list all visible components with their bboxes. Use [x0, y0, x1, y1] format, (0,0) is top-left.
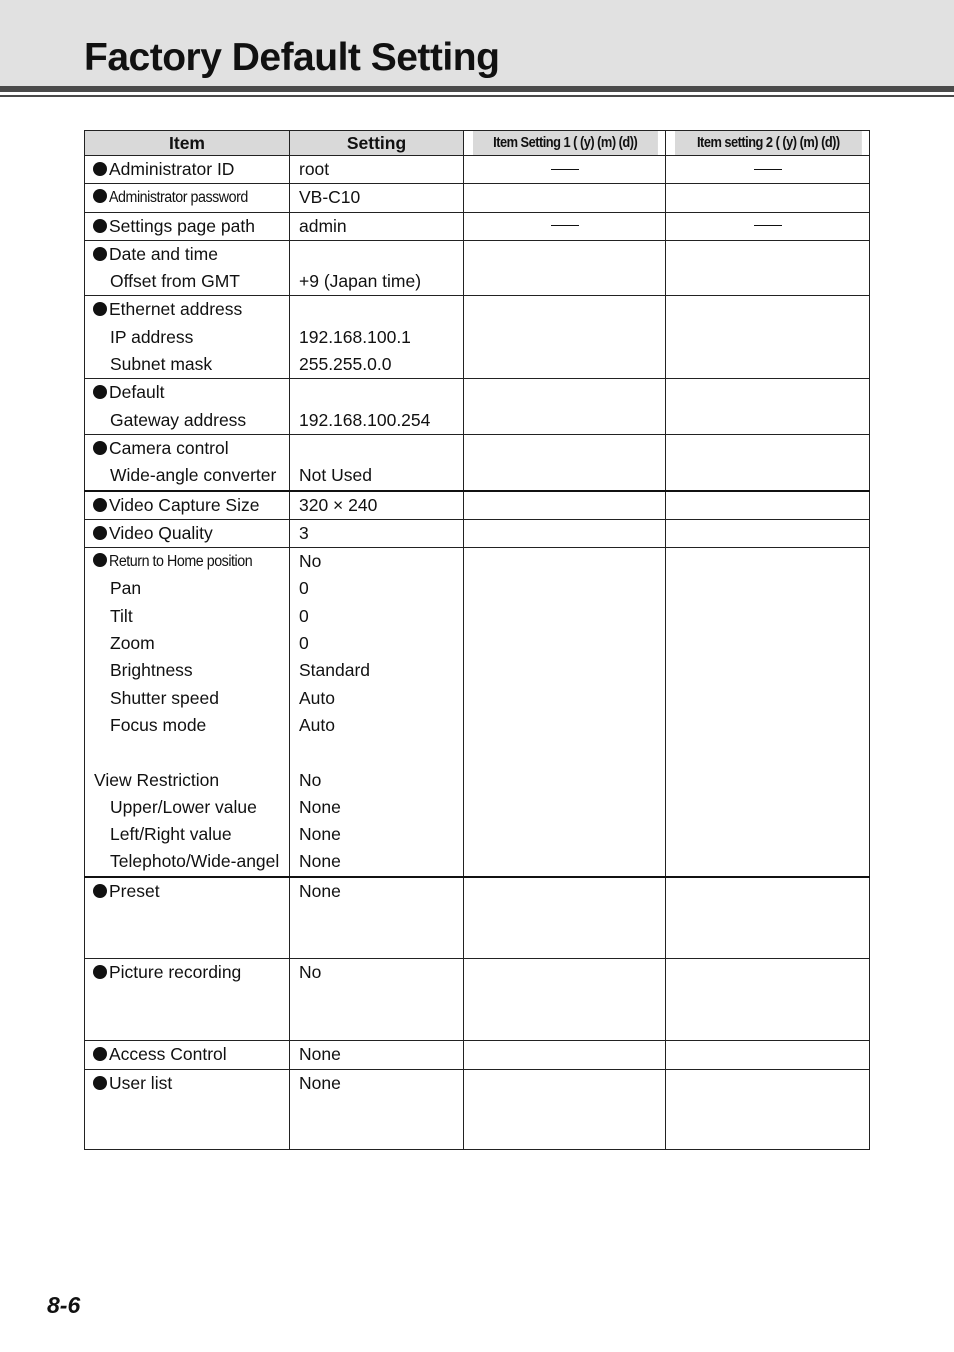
user-setting-1-cell: [464, 1069, 666, 1149]
item-line: [85, 575, 289, 602]
user-setting-2-cell: [666, 156, 870, 184]
user-setting-2-cell: [666, 491, 870, 520]
item-label: Gateway address: [110, 409, 247, 430]
item-label: Date and time: [109, 243, 218, 264]
user-setting-1-cell: [464, 434, 666, 490]
bullet-icon: [93, 302, 107, 316]
user-setting-2-cell: [666, 519, 870, 547]
item-line: [85, 959, 289, 986]
user-setting-1-cell: [464, 1041, 666, 1069]
item-label: Access Control: [109, 1044, 227, 1065]
user-setting-1-cell: [464, 519, 666, 547]
item-label: User list: [109, 1072, 173, 1093]
item-label: Pan: [110, 578, 142, 599]
setting-value: Not Used: [299, 465, 372, 486]
setting-value: [290, 296, 463, 323]
setting-value: +9 (Japan time): [299, 271, 422, 292]
user-setting-1-cell: [464, 156, 666, 184]
user-setting-2-cell: [666, 1041, 870, 1069]
item-label: IP address: [110, 326, 194, 347]
table-row: [85, 379, 870, 435]
item-label: Tilt: [110, 605, 133, 626]
setting-value: 0: [299, 605, 309, 626]
setting-cell: [290, 434, 464, 490]
user-setting-2-cell: [666, 212, 870, 240]
item-line: [85, 878, 289, 905]
setting-cell: [290, 240, 464, 296]
item-line: [85, 685, 289, 712]
item-cell: [85, 959, 290, 1041]
table-row: [85, 1041, 870, 1069]
setting-value: 3: [299, 522, 309, 543]
item-line: [85, 462, 289, 489]
table-row: [85, 1069, 870, 1149]
item-line: [85, 492, 289, 519]
factory-default-table: [84, 130, 870, 1150]
table-row: [85, 296, 870, 379]
setting-value: No: [299, 551, 322, 572]
user-setting-1-cell: [464, 212, 666, 240]
setting-value: None: [299, 851, 341, 872]
setting-value: None: [299, 1072, 341, 1093]
header-rule-thick: [0, 86, 954, 92]
item-label: Left/Right value: [110, 824, 232, 845]
item-line: [85, 794, 289, 821]
table-row: [85, 519, 870, 547]
item-label: Video Quality: [109, 522, 213, 543]
item-cell: [85, 877, 290, 959]
user-setting-1-cell: [464, 184, 666, 212]
header-rule-thin: [0, 95, 954, 97]
table-row: [85, 184, 870, 212]
dash-icon: [754, 169, 782, 170]
setting-cell: [290, 296, 464, 379]
header-setting: Setting: [290, 131, 464, 156]
table-row: [85, 156, 870, 184]
item-label: Offset from GMT: [110, 271, 240, 292]
user-setting-2-cell: [666, 240, 870, 296]
setting-value: [290, 241, 463, 268]
user-setting-1-cell: [464, 296, 666, 379]
setting-cell: [290, 548, 464, 877]
setting-value: [290, 379, 463, 406]
user-setting-1-cell: [464, 548, 666, 877]
not-applicable-line: [464, 156, 665, 183]
item-line: [85, 184, 289, 211]
setting-value: 0: [299, 633, 309, 654]
setting-cell: [290, 877, 464, 959]
setting-cell: [290, 1041, 464, 1069]
item-label: Wide-angle converter: [110, 465, 277, 486]
bullet-icon: [93, 441, 107, 455]
item-line: [85, 630, 289, 657]
header-item-setting-1-text: Item Setting 1 ( (y) (m) (d)): [492, 134, 637, 151]
item-line: [85, 351, 289, 378]
setting-cell: [290, 491, 464, 520]
item-cell: [85, 212, 290, 240]
page-number: 8-6: [47, 1292, 81, 1318]
item-line: [85, 241, 289, 268]
setting-cell: [290, 519, 464, 547]
setting-value: No: [299, 962, 322, 983]
item-cell: [85, 548, 290, 877]
table-row: [85, 491, 870, 520]
setting-value: VB-C10: [299, 187, 361, 208]
table-row: [85, 877, 870, 959]
user-setting-1-cell: [464, 877, 666, 959]
user-setting-2-cell: [666, 379, 870, 435]
item-line: [85, 1070, 289, 1097]
user-setting-2-cell: [666, 1069, 870, 1149]
setting-value: [290, 435, 463, 462]
item-cell: [85, 519, 290, 547]
table-row: [85, 959, 870, 1041]
not-applicable-line: [666, 213, 869, 240]
item-line: [85, 848, 289, 875]
not-applicable-line: [666, 156, 869, 183]
item-line: [85, 1041, 289, 1068]
bullet-icon: [93, 189, 107, 203]
header-item-setting-1: [472, 131, 658, 156]
header-item-setting-2-text: Item setting 2 ( (y) (m) (d)): [696, 134, 839, 151]
item-line: [85, 657, 289, 684]
setting-value: 0: [299, 578, 309, 599]
user-setting-1-cell: [464, 959, 666, 1041]
setting-value: 192.168.100.1: [299, 326, 411, 347]
setting-value: Standard: [299, 660, 371, 681]
not-applicable-line: [464, 213, 665, 240]
item-line: [85, 268, 289, 295]
user-setting-2-cell: [666, 434, 870, 490]
item-line: [85, 407, 289, 434]
item-label: Video Capture Size: [109, 494, 260, 515]
user-setting-2-cell: [666, 959, 870, 1041]
bullet-icon: [93, 219, 107, 233]
dash-icon: [551, 169, 579, 170]
setting-value: 255.255.0.0: [299, 354, 392, 375]
item-label: Preset: [109, 880, 160, 901]
setting-value: No: [299, 769, 322, 790]
setting-value: None: [299, 1044, 341, 1065]
user-setting-2-cell: [666, 296, 870, 379]
table-body: [85, 156, 870, 1150]
item-line: [85, 767, 289, 794]
header-item: Item: [85, 131, 290, 156]
item-cell: [85, 184, 290, 212]
item-label: Settings page path: [109, 215, 255, 236]
item-cell: [85, 240, 290, 296]
table-header-row: [85, 131, 870, 156]
page-title: Factory Default Setting: [84, 36, 500, 79]
user-setting-2-cell: [666, 184, 870, 212]
item-line: [85, 739, 289, 766]
user-setting-1-cell: [464, 491, 666, 520]
bullet-icon: [93, 884, 107, 898]
item-label: Ethernet address: [109, 299, 243, 320]
item-label: Telephoto/Wide-angel: [110, 851, 280, 872]
item-line: [85, 712, 289, 739]
bullet-icon: [93, 162, 107, 176]
item-line: [85, 213, 289, 240]
item-label: Picture recording: [109, 962, 242, 983]
setting-cell: [290, 184, 464, 212]
setting-value: None: [299, 796, 341, 817]
user-setting-1-cell: [464, 379, 666, 435]
item-label: Return to Home position: [109, 553, 253, 571]
bullet-icon: [93, 385, 107, 399]
item-line: [85, 603, 289, 630]
item-label: Administrator password: [109, 189, 248, 207]
user-setting-2-cell: [666, 548, 870, 877]
dash-icon: [551, 225, 579, 226]
setting-value: 192.168.100.254: [299, 409, 431, 430]
setting-value: root: [299, 159, 330, 179]
table-row: [85, 548, 870, 877]
item-cell: [85, 1041, 290, 1069]
bullet-icon: [93, 247, 107, 261]
setting-cell: [290, 379, 464, 435]
item-label: Brightness: [110, 660, 193, 681]
item-label: Zoom: [110, 633, 155, 654]
setting-value: 320 × 240: [299, 494, 378, 515]
item-line: [85, 379, 289, 406]
setting-cell: [290, 156, 464, 184]
item-cell: [85, 1069, 290, 1149]
bullet-icon: [93, 1047, 107, 1061]
item-line: [85, 156, 289, 183]
item-line: [85, 548, 289, 575]
item-label: Default: [109, 382, 165, 403]
item-label: Administrator ID: [109, 159, 235, 179]
header-item-setting-2: [674, 131, 862, 156]
item-label: Shutter speed: [110, 687, 219, 708]
bullet-icon: [93, 1076, 107, 1090]
bullet-icon: [93, 965, 107, 979]
setting-cell: [290, 959, 464, 1041]
setting-value: Auto: [299, 714, 335, 735]
item-label: Subnet mask: [110, 354, 213, 375]
table-row: [85, 434, 870, 490]
item-cell: [85, 296, 290, 379]
item-line: [85, 520, 289, 547]
setting-cell: [290, 1069, 464, 1149]
item-label: Upper/Lower value: [110, 796, 257, 817]
user-setting-2-cell: [666, 877, 870, 959]
item-label: View Restriction: [94, 769, 220, 790]
setting-value: None: [299, 880, 341, 901]
setting-cell: [290, 212, 464, 240]
table-row: [85, 240, 870, 296]
item-label: Focus mode: [110, 714, 207, 735]
item-cell: [85, 434, 290, 490]
bullet-icon: [93, 553, 107, 567]
item-label: Camera control: [109, 437, 229, 458]
item-cell: [85, 156, 290, 184]
item-line: [85, 296, 289, 323]
bullet-icon: [93, 526, 107, 540]
item-cell: [85, 379, 290, 435]
dash-icon: [754, 225, 782, 226]
item-line: [85, 821, 289, 848]
item-cell: [85, 491, 290, 520]
setting-value: admin: [299, 215, 347, 236]
item-line: [85, 435, 289, 462]
bullet-icon: [93, 498, 107, 512]
setting-value: [290, 739, 463, 766]
item-line: [85, 324, 289, 351]
setting-value: None: [299, 824, 341, 845]
setting-value: Auto: [299, 687, 335, 708]
user-setting-1-cell: [464, 240, 666, 296]
table-row: [85, 212, 870, 240]
